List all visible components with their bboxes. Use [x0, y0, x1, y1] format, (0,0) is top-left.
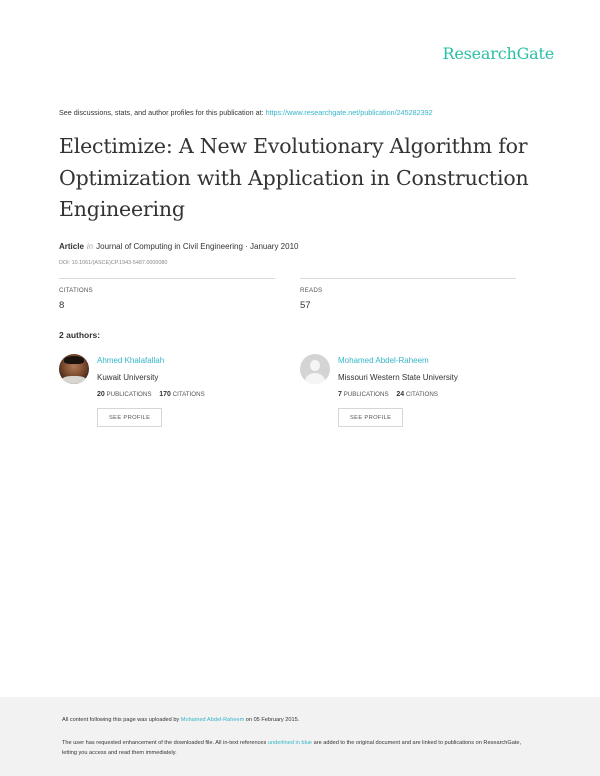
- see-profile-button[interactable]: SEE PROFILE: [338, 408, 403, 427]
- publication-title: Electimize: A New Evolutionary Algorithm for Optimization with Application in Construction Engineering: [59, 134, 529, 221]
- doi: DOI: 10.1061/(ASCE)CP.1943-5487.0000080: [59, 260, 168, 266]
- author-stats: [97, 391, 205, 398]
- in-label: in: [86, 242, 94, 251]
- author-name-link[interactable]: Mohamed Abdel-Raheem: [338, 356, 429, 365]
- author-publications-count: 7: [338, 391, 342, 398]
- citations-label: CITATIONS: [59, 287, 93, 294]
- author-publications-label: PUBLICATIONS: [106, 391, 152, 398]
- publication-meta: [59, 242, 298, 251]
- author-citations-count: 24: [396, 391, 405, 398]
- author-card: [59, 354, 299, 434]
- author-name-link[interactable]: Ahmed Khalafallah: [97, 356, 165, 365]
- author-citations-label: CITATIONS: [172, 391, 205, 398]
- reads-value: 57: [300, 300, 311, 311]
- citations-value: 8: [59, 300, 65, 311]
- author-card: [300, 354, 540, 434]
- author-institution: Missouri Western State University: [338, 373, 458, 382]
- underlined-in-blue-link[interactable]: underlined in blue: [267, 740, 313, 746]
- divider-left: [59, 278, 275, 279]
- author-stats: [338, 391, 438, 398]
- uploader-link[interactable]: Mohamed Abdel-Raheem: [180, 717, 245, 723]
- enhancement-prefix: The user has requested enhancement of the downloaded file. All in-text references: [62, 740, 267, 746]
- author-avatar-placeholder-icon[interactable]: [300, 354, 330, 384]
- upload-notice: [62, 717, 299, 723]
- author-citations-count: 170: [159, 391, 171, 398]
- discussion-prefix: See discussions, stats, and author profiles for this publication at:: [59, 108, 264, 117]
- author-publications-count: 20: [97, 391, 105, 398]
- author-publications-label: PUBLICATIONS: [343, 391, 389, 398]
- upload-prefix: All content following this page was uploaded by: [62, 717, 180, 723]
- divider-right: [300, 278, 516, 279]
- publication-url-link[interactable]: https://www.researchgate.net/publication/245282392: [265, 108, 433, 117]
- journal-info: Journal of Computing in Civil Engineering · January 2010: [96, 242, 299, 251]
- enhancement-suffix: are added to the original document and are linked to publications on ResearchGate, letting you access and read them immediately.: [62, 740, 522, 756]
- author-avatar[interactable]: [59, 354, 89, 384]
- author-citations-label: CITATIONS: [405, 391, 438, 398]
- discussion-line: [59, 108, 559, 117]
- researchgate-logo[interactable]: ResearchGate: [442, 44, 554, 63]
- upload-date: on 05 February 2015.: [245, 717, 300, 723]
- publication-type: Article: [59, 242, 84, 251]
- reads-label: READS: [300, 287, 323, 294]
- enhancement-notice: [62, 738, 532, 758]
- see-profile-button[interactable]: SEE PROFILE: [97, 408, 162, 427]
- author-institution: Kuwait University: [97, 373, 159, 382]
- footer: [0, 697, 600, 776]
- authors-heading: 2 authors:: [59, 330, 101, 340]
